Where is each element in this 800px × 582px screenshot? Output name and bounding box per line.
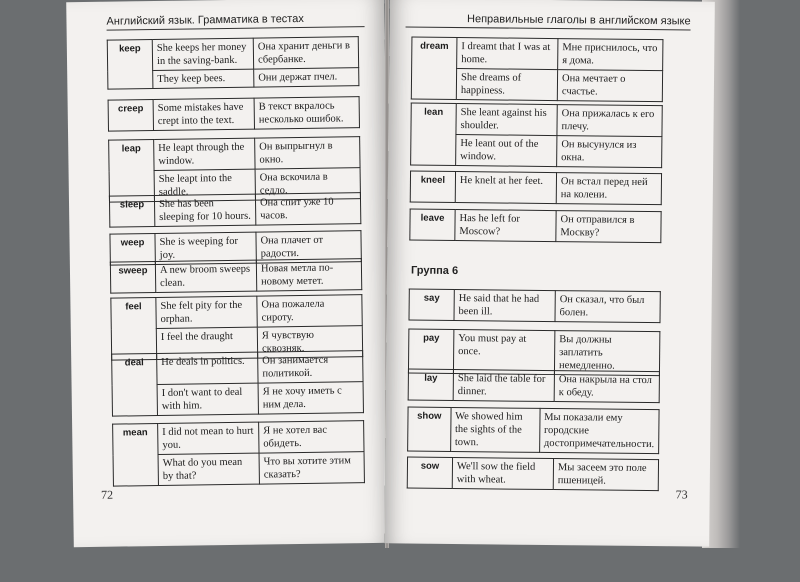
- russian-translation: Вы должны заплатить немедленно.: [554, 331, 659, 376]
- verb-table-show: [407, 407, 659, 455]
- verb-cell: say: [409, 289, 454, 320]
- page-number: 72: [100, 487, 114, 502]
- russian-translation: Она хранит деньги в сбербанке.: [253, 37, 358, 69]
- verb-cell: lean: [411, 103, 457, 165]
- russian-translation: Они держат пчел.: [254, 68, 359, 87]
- verb-table-leave: [409, 209, 661, 244]
- russian-translation: Она прижалась к его плечу.: [557, 105, 662, 137]
- verb-cell: sweep: [110, 262, 155, 294]
- english-example: I did not mean to hurt you.: [158, 422, 259, 454]
- verb-table-sweep: [110, 258, 362, 294]
- english-example: You must pay at once.: [453, 330, 554, 375]
- russian-translation: Она пожалела сироту.: [257, 295, 362, 327]
- verb-table-lay: [408, 369, 660, 404]
- english-example: She has been sleeping for 10 hours.: [154, 194, 255, 226]
- english-example: She leant against his shoulder.: [456, 104, 557, 136]
- russian-translation: Она вскочила в седло.: [255, 168, 360, 200]
- russian-translation: Он отправился в Москву?: [556, 211, 661, 243]
- english-example: She dreams of happiness.: [456, 69, 557, 101]
- russian-translation: Он встал перед ней на колени.: [556, 173, 661, 205]
- page-number: 73: [675, 487, 688, 502]
- russian-translation: Мы засеем это поле пшеницей.: [553, 459, 658, 491]
- russian-translation: Он выпрыгнул в окно.: [255, 137, 360, 169]
- verb-cell: mean: [113, 424, 159, 487]
- left-running-header: Английский язык. Грамматика в тестах: [106, 12, 364, 31]
- verb-cell: deal: [112, 354, 158, 417]
- verb-cell: lay: [408, 369, 453, 400]
- english-example: I don't want to deal with him.: [157, 383, 258, 415]
- verb-cell: show: [408, 407, 451, 451]
- russian-translation: Что вы хотите этим сказать?: [259, 452, 364, 484]
- russian-translation: Он высунулся из окна.: [557, 136, 662, 168]
- english-example: She laid the table for dinner.: [453, 369, 554, 401]
- verb-table-keep: [107, 36, 360, 90]
- english-example: A new broom sweeps clean.: [155, 260, 256, 292]
- verb-cell: dream: [411, 37, 457, 99]
- verb-table-dream: [411, 37, 664, 103]
- english-example: We'll sow the field with wheat.: [452, 457, 553, 489]
- right-page: [384, 0, 715, 547]
- english-example: What do you mean by that?: [158, 453, 259, 485]
- verb-cell: weep: [110, 234, 155, 266]
- verb-table-mean: [112, 420, 365, 487]
- verb-cell: pay: [408, 329, 453, 373]
- russian-translation: В текст вкралось несколько ошибок.: [254, 97, 359, 129]
- russian-translation: Она накрыла на стол к обеду.: [554, 371, 659, 403]
- english-example: Has he left for Moscow?: [455, 210, 556, 242]
- verb-table-lean: [410, 103, 663, 169]
- verb-cell: kneel: [410, 171, 455, 202]
- verb-table-deal: [111, 350, 364, 417]
- english-example: Some mistakes have crept into the text.: [153, 98, 254, 130]
- english-example: She is weeping for joy.: [155, 232, 256, 264]
- left-page: [66, 0, 392, 547]
- russian-translation: Я не хочу иметь с ним дела.: [258, 382, 363, 414]
- english-example: They keep bees.: [153, 69, 254, 88]
- verb-table-sow: [407, 457, 659, 492]
- russian-translation: Он занимается политикой.: [258, 351, 363, 383]
- english-example: She felt pity for the orphan.: [156, 296, 257, 328]
- russian-translation: Она спит уже 10 часов.: [255, 193, 360, 225]
- group-heading: Группа 6: [410, 264, 459, 278]
- verb-cell: keep: [107, 40, 153, 90]
- right-running-header: Неправильные глаголы в английском языке: [406, 12, 691, 30]
- english-example: We showed him the sights of the town.: [450, 407, 539, 452]
- verb-table-sleep: [109, 192, 361, 228]
- english-example: I feel the draught: [156, 327, 257, 359]
- russian-translation: Мы показали ему городские достопримечательности.: [539, 408, 659, 453]
- english-example: She leapt into the saddle.: [154, 169, 255, 201]
- verb-cell: creep: [108, 100, 153, 132]
- russian-translation: Я чувствую сквозняк.: [257, 326, 362, 358]
- verb-cell: sow: [407, 457, 452, 488]
- russian-translation: Она мечтает о счастье.: [557, 70, 662, 102]
- english-example: He said that he had been ill.: [454, 290, 555, 322]
- verb-cell: leave: [410, 209, 455, 240]
- russian-translation: Он сказал, что был болен.: [555, 291, 660, 323]
- verb-cell: leap: [109, 140, 155, 203]
- verb-cell: feel: [111, 298, 157, 361]
- russian-translation: Мне приснилось, что я дома.: [558, 39, 663, 71]
- verb-table-say: [408, 289, 660, 324]
- english-example: He deals in politics.: [157, 352, 258, 384]
- verb-cell: sleep: [109, 196, 154, 228]
- english-example: I dreamt that I was at home.: [457, 38, 558, 70]
- verb-table-kneel: [410, 171, 662, 206]
- english-example: He knelt at her feet.: [455, 172, 556, 204]
- english-example: He leapt through the window.: [154, 138, 255, 170]
- verb-table-creep: [108, 96, 360, 132]
- russian-translation: Новая метла по-новому метет.: [256, 259, 361, 291]
- russian-translation: Я не хотел вас обидеть.: [259, 421, 364, 453]
- english-example: She keeps her money in the saving-bank.: [152, 38, 253, 70]
- russian-translation: Она плачет от радости.: [256, 231, 361, 263]
- english-example: He leant out of the window.: [456, 135, 557, 167]
